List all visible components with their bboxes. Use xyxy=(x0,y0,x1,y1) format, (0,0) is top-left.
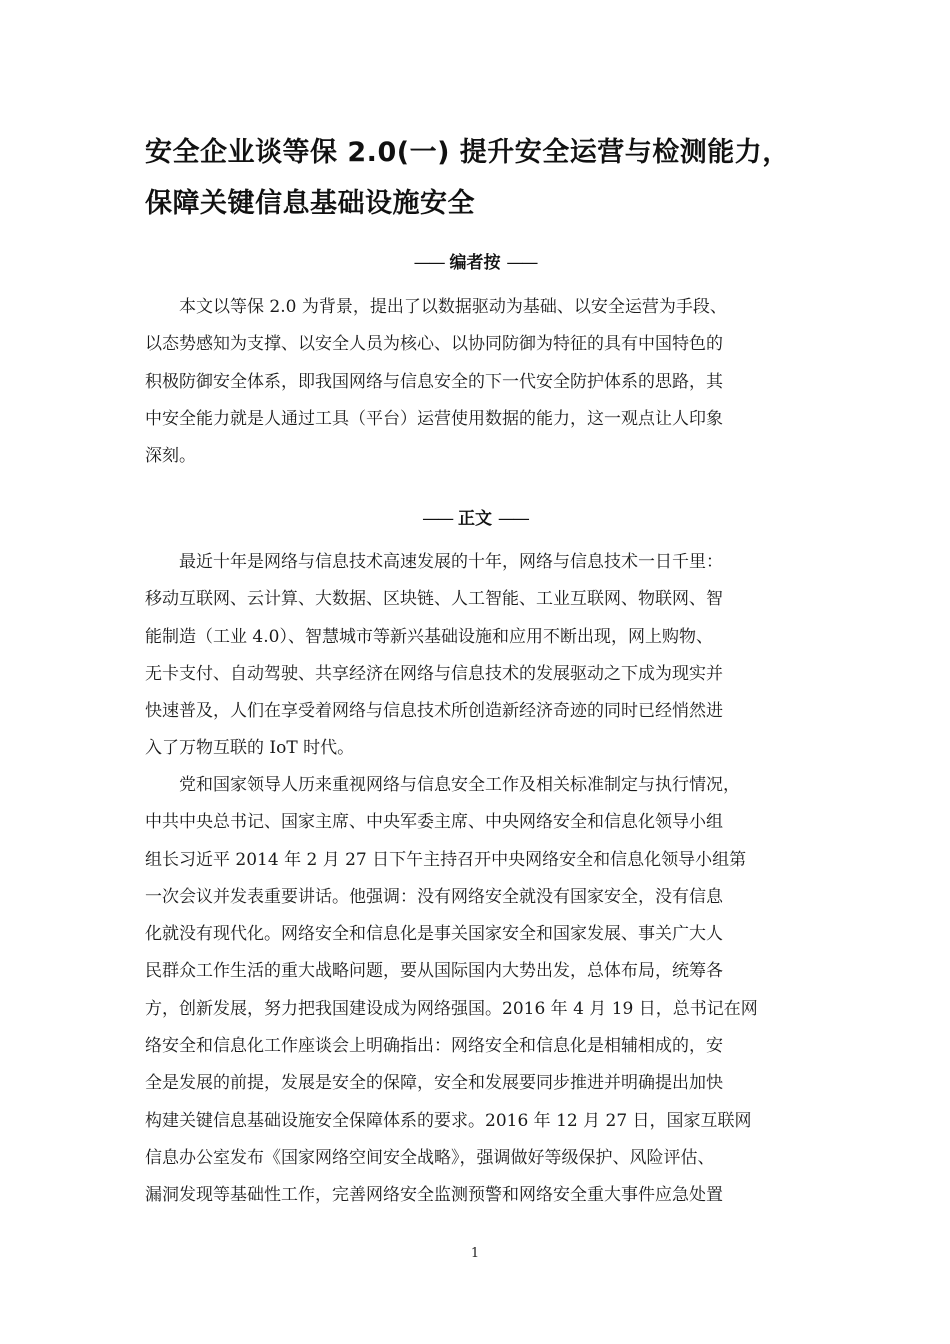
editor-note-line: 中安全能力就是人通过工具（平台）运营使用数据的能力，这一观点让人印象 xyxy=(145,408,723,429)
paragraph-line: 党和国家领导人历来重视网络与信息安全工作及相关标准制定与执行情况， xyxy=(179,775,740,795)
editor-note-line: 以态势感知为支撑、以安全人员为核心、以协同防御为特征的具有中国特色的 xyxy=(145,334,723,355)
paragraph-line: 移动互联网、云计算、大数据、区块链、人工智能、工业互联网、物联网、智 xyxy=(145,589,723,610)
title-line-1: 安全企业谈等保 2.0(一) 提升安全运营与检测能力， xyxy=(145,137,790,168)
body-paragraph-1 xyxy=(145,544,825,768)
paragraph-line: 方，创新发展，努力把我国建设成为网络强国。2016 年 4 月 19 日，总书记在网 xyxy=(145,998,758,1019)
page-number: 1 xyxy=(470,1246,480,1261)
paragraph-line: 一次会议并发表重要讲话。他强调：没有网络安全就没有国家安全，没有信息 xyxy=(145,886,723,907)
body-heading-text: 正文 xyxy=(458,509,492,529)
paragraph-line: 入了万物互联的 IoT 时代。 xyxy=(145,738,355,759)
editor-note-heading-text: 编者按 xyxy=(449,253,501,273)
body-heading xyxy=(145,504,805,529)
heading-dash-right: —— xyxy=(506,253,537,273)
paragraph-line: 最近十年是网络与信息技术高速发展的十年，网络与信息技术一日千里： xyxy=(179,552,723,572)
heading-dash-left: —— xyxy=(422,509,453,529)
paragraph-line: 漏洞发现等基础性工作，完善网络安全监测预警和网络安全重大事件应急处置 xyxy=(145,1185,723,1206)
paragraph-line: 中共中央总书记、国家主席、中央军委主席、中央网络安全和信息化领导小组 xyxy=(145,812,723,833)
paragraph-line: 络安全和信息化工作座谈会上明确指出：网络安全和信息化是相辅相成的，安 xyxy=(145,1036,723,1057)
body-paragraph-2 xyxy=(145,767,825,1215)
editor-note-heading xyxy=(145,248,805,273)
editor-note-line: 本文以等保 2.0 为背景，提出了以数据驱动为基础、以安全运营为手段、 xyxy=(179,297,727,317)
paragraph-line: 化就没有现代化。网络安全和信息化是事关国家安全和国家发展、事关广大人 xyxy=(145,924,723,945)
editor-note-line: 积极防御安全体系，即我国网络与信息安全的下一代安全防护体系的思路，其 xyxy=(145,371,723,392)
editor-note-line: 深刻。 xyxy=(145,446,196,467)
paragraph-line: 全是发展的前提，发展是安全的保障，安全和发展要同步推进并明确提出加快 xyxy=(145,1073,723,1094)
heading-dash-right: —— xyxy=(497,509,528,529)
paragraph-line: 民群众工作生活的重大战略问题，要从国际国内大势出发，总体布局，统筹各 xyxy=(145,961,723,982)
editor-note-paragraph xyxy=(145,289,825,475)
heading-dash-left: —— xyxy=(413,253,444,273)
paragraph-line: 快速普及，人们在享受着网络与信息技术所创造新经济奇迹的同时已经悄然进 xyxy=(145,701,723,722)
paragraph-line: 构建关键信息基础设施安全保障体系的要求。2016 年 12 月 27 日，国家互联网 xyxy=(145,1110,752,1131)
document-title xyxy=(145,127,825,229)
paragraph-line: 无卡支付、自动驾驶、共享经济在网络与信息技术的发展驱动之下成为现实并 xyxy=(145,663,723,684)
paragraph-line: 信息办公室发布《国家网络空间安全战略》，强调做好等级保护、风险评估、 xyxy=(145,1147,715,1168)
paragraph-line: 组长习近平 2014 年 2 月 27 日下午主持召开中央网络安全和信息化领导小组第 xyxy=(145,849,747,870)
paragraph-line: 能制造（工业 4.0）、智慧城市等新兴基础设施和应用不断出现，网上购物、 xyxy=(145,626,713,647)
title-line-2: 保障关键信息基础设施安全 xyxy=(145,188,475,219)
